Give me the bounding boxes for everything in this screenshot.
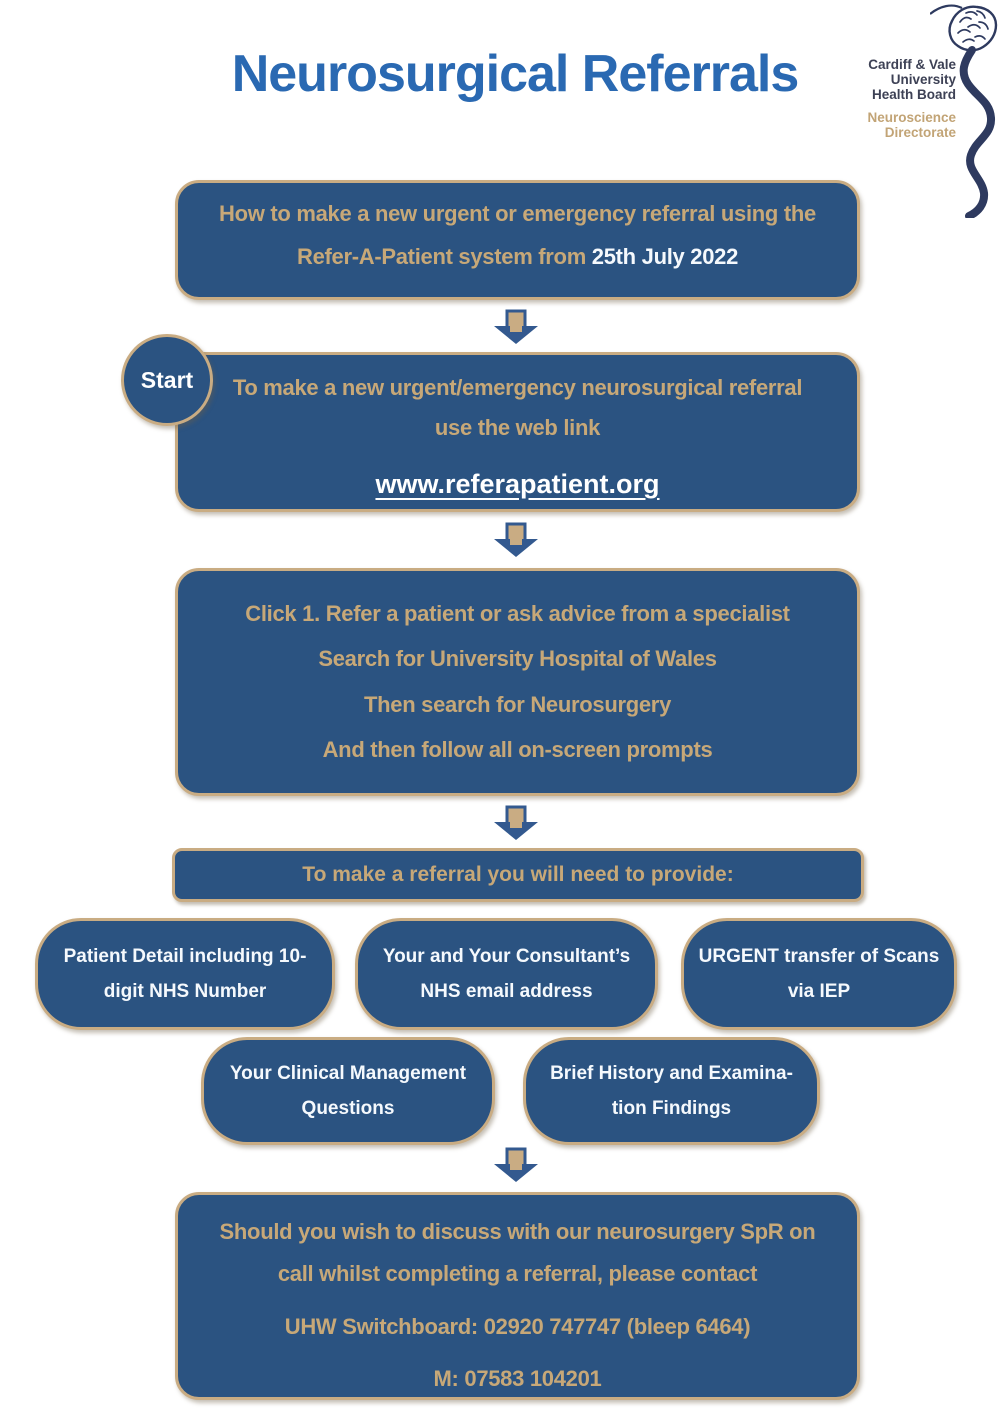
brain-spine-icon xyxy=(930,0,1000,218)
requirement-pill-nhs-number xyxy=(35,918,335,1030)
steps-box xyxy=(175,568,860,796)
step-line-3: Then search for Neurosurgery xyxy=(363,691,672,717)
provide-bar xyxy=(172,848,864,902)
down-arrow-icon xyxy=(490,1147,542,1183)
step-line-1: Click 1. Refer a patient or ask advice from a specialist xyxy=(245,600,790,626)
page-title: Neurosurgical Referrals xyxy=(231,45,799,103)
pill-line: Your Clinical Management xyxy=(229,1062,467,1084)
contact-box xyxy=(175,1192,860,1400)
intro-line-2-prefix: Refer-A-Patient system from xyxy=(296,244,592,269)
pill-line: Brief History and Examina- xyxy=(550,1062,793,1084)
contact-line-2: call whilst completing a referral, please contact xyxy=(277,1261,758,1286)
switchboard-number: UHW Switchboard: 02920 747747 (bleep 6464) xyxy=(284,1314,751,1339)
pill-line: tion Findings xyxy=(611,1097,732,1119)
weblink-line-2: use the web link xyxy=(434,415,601,440)
logo-dept-line: Directorate xyxy=(884,125,956,140)
pill-line: digit NHS Number xyxy=(103,980,267,1002)
health-board-logo xyxy=(838,0,1000,218)
mobile-number: M: 07583 104201 xyxy=(433,1366,602,1391)
intro-line-1: How to make a new urgent or emergency referral using the xyxy=(219,201,816,226)
logo-dept-line: Neuroscience xyxy=(867,110,956,125)
provide-bar-label: To make a referral you will need to provide: xyxy=(302,863,734,886)
start-badge xyxy=(121,334,213,426)
intro-line-2 xyxy=(297,244,738,270)
down-arrow-icon xyxy=(490,309,542,345)
pill-line: URGENT transfer of Scans xyxy=(698,945,940,967)
requirement-pill-scans xyxy=(681,918,957,1030)
pill-line: Your and Your Consultant’s xyxy=(382,945,631,967)
requirement-pill-management-questions xyxy=(201,1037,495,1145)
contact-line-1: Should you wish to discuss with our neurosurgery SpR on xyxy=(219,1219,816,1244)
pill-line: Questions xyxy=(301,1097,395,1119)
start-badge-label: Start xyxy=(140,366,194,393)
intro-box xyxy=(175,180,860,300)
referapatient-link[interactable]: www.referapatient.org xyxy=(375,469,660,499)
down-arrow-icon xyxy=(490,522,542,558)
down-arrow-icon xyxy=(490,805,542,841)
weblink-line-1: To make a new urgent/emergency neurosurgical referral xyxy=(232,375,803,400)
logo-org-line: University xyxy=(890,72,956,87)
requirement-pill-history xyxy=(523,1037,820,1145)
logo-org-line: Health Board xyxy=(871,87,956,102)
step-line-4: And then follow all on-screen prompts xyxy=(322,737,713,763)
weblink-box xyxy=(175,352,860,512)
step-line-2: Search for University Hospital of Wales xyxy=(318,646,717,672)
logo-org-line: Cardiff & Vale xyxy=(868,57,956,72)
pill-line: NHS email address xyxy=(420,980,593,1002)
pill-line: via IEP xyxy=(787,980,851,1002)
pill-line: Patient Detail including 10- xyxy=(63,945,307,967)
start-date: 25th July 2022 xyxy=(591,244,739,269)
requirement-pill-email xyxy=(355,918,658,1030)
